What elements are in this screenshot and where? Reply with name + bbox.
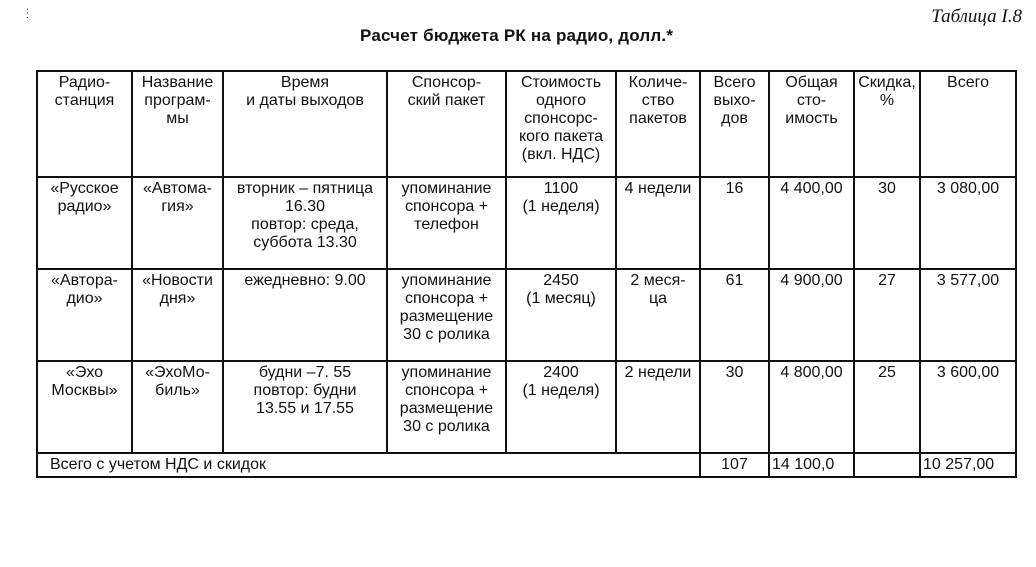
cell-line: 16.30 — [284, 198, 326, 215]
cell-line: ца — [648, 290, 668, 307]
header-cell — [700, 71, 769, 177]
cell-line: Всего — [947, 74, 989, 91]
cell-line: спонсора + — [404, 382, 489, 399]
cell-line: 3 600,00 — [936, 364, 1000, 381]
cell-line: ский пакет — [407, 92, 486, 109]
table-cell — [616, 177, 700, 269]
cell-line: размещение — [399, 400, 494, 417]
cell-line: (1 неделя) — [522, 382, 600, 399]
cell-line: Название — [141, 74, 214, 91]
cell-line: 2400 — [543, 364, 579, 381]
cell-line: 2 недели — [624, 364, 692, 381]
cell-line: 4 900,00 — [780, 272, 843, 289]
cell-line: (вкл. НДС) — [521, 146, 601, 163]
cell-line: пакетов — [629, 110, 687, 127]
cell-line: «ЭхоМо- — [145, 364, 210, 381]
cell-line: 13.55 и 17.55 — [256, 400, 354, 417]
header-cell — [223, 71, 387, 177]
cell-line: 30 с ролика — [403, 326, 490, 343]
cell-line: повтор: среда, — [251, 216, 359, 233]
header-cell — [506, 71, 616, 177]
header-cell — [920, 71, 1016, 177]
table-cell — [769, 177, 854, 269]
cell-line: 61 — [725, 272, 744, 289]
cell-line: 27 — [878, 272, 896, 289]
cell-line: Москвы» — [51, 382, 118, 399]
header-cell — [132, 71, 223, 177]
cell-line: (1 неделя) — [522, 198, 600, 215]
cell-line: размещение — [399, 308, 494, 325]
cell-line: упоминание — [401, 364, 492, 381]
cell-line: % — [879, 92, 895, 109]
table-cell — [920, 361, 1016, 453]
cell-line: телефон — [414, 216, 479, 233]
cell-line: «Авторa- — [51, 272, 118, 289]
table-cell — [223, 361, 387, 453]
header-cell — [616, 71, 700, 177]
cell-line: (1 месяц) — [526, 290, 596, 307]
cell-line: мы — [166, 110, 189, 127]
table-cell — [223, 177, 387, 269]
cell-line: сто- — [796, 92, 827, 109]
cell-line: 2450 — [543, 272, 579, 289]
cell-line: 16 — [725, 180, 744, 197]
total-label-text: Всего с учетом НДС и скидок — [50, 456, 266, 473]
margin-dots: . : — [26, 2, 29, 21]
table-row — [37, 177, 1016, 269]
cell-line: 4 800,00 — [780, 364, 843, 381]
cell-line: упоминание — [401, 180, 492, 197]
table-cell — [769, 269, 854, 361]
cell-line: упоминание — [401, 272, 492, 289]
cell-line: Общая — [785, 74, 838, 91]
table-title: Расчет бюджета РК на радио, долл.* — [360, 26, 674, 45]
table-number: Таблица I.8 — [931, 6, 1022, 27]
table-row — [37, 269, 1016, 361]
table-cell — [616, 361, 700, 453]
cell-line: вторник – пятница — [236, 180, 374, 197]
table-cell — [387, 177, 506, 269]
cell-line: Скидка, — [858, 74, 916, 91]
cell-line: Радио- — [58, 74, 111, 91]
cell-line: 3 577,00 — [936, 272, 1000, 289]
cell-line: спонсора + — [404, 290, 489, 307]
table-cell — [223, 269, 387, 361]
cell-line: кого пакета — [518, 128, 604, 145]
table-cell — [506, 177, 616, 269]
cell-line: гия» — [161, 198, 194, 215]
table-cell — [854, 361, 920, 453]
total-sum: 10 257,00 — [920, 453, 1016, 477]
header-row — [37, 71, 1016, 177]
cell-line: «Автома- — [143, 180, 212, 197]
table-cell — [700, 177, 769, 269]
header-cell — [37, 71, 132, 177]
table-cell — [387, 269, 506, 361]
cell-line: 2 меся- — [630, 272, 686, 289]
cell-line: суббота 13.30 — [253, 234, 357, 251]
cell-line: биль» — [155, 382, 200, 399]
table-cell — [920, 177, 1016, 269]
table-cell — [132, 269, 223, 361]
table-row — [37, 361, 1016, 453]
table-cell — [132, 177, 223, 269]
table-cell — [920, 269, 1016, 361]
cell-line: и даты выходов — [246, 92, 364, 109]
cell-line: дио» — [66, 290, 103, 307]
cell-line: 4 400,00 — [780, 180, 843, 197]
table-cell — [37, 269, 132, 361]
cell-line: выхо- — [713, 92, 756, 109]
cell-line: «Русское — [50, 180, 119, 197]
cell-line: 3 080,00 — [936, 180, 1000, 197]
cell-line: спонсора + — [404, 198, 489, 215]
header-cell — [387, 71, 506, 177]
cell-line: 25 — [878, 364, 896, 381]
cell-line: 30 — [878, 180, 896, 197]
cell-line: одного — [536, 92, 586, 109]
cell-line: Количе- — [628, 74, 688, 91]
cell-line: «Эхо — [65, 364, 104, 381]
cell-line: Стоимость — [520, 74, 602, 91]
cell-line: 4 недели — [624, 180, 692, 197]
cell-line: радио» — [57, 198, 112, 215]
table-cell — [700, 269, 769, 361]
table-cell — [700, 361, 769, 453]
cell-line: 30 с ролика — [403, 418, 490, 435]
total-cost: 14 100,0 — [769, 453, 854, 477]
cell-line: будни –7. 55 — [258, 364, 352, 381]
table-cell — [387, 361, 506, 453]
header-cell — [769, 71, 854, 177]
cell-line: програм- — [144, 92, 211, 109]
table-cell — [37, 361, 132, 453]
table-cell — [769, 361, 854, 453]
cell-line: имость — [785, 110, 838, 127]
cell-line: 30 — [725, 364, 744, 381]
cell-line: станция — [54, 92, 115, 109]
total-label — [37, 453, 700, 477]
table-cell — [854, 177, 920, 269]
cell-line: Всего — [713, 74, 756, 91]
cell-line: 1100 — [543, 180, 579, 197]
cell-line: «Новости — [142, 272, 213, 289]
cell-line: Спонсор- — [411, 74, 482, 91]
table-cell — [616, 269, 700, 361]
header-cell — [854, 71, 920, 177]
cell-line: Время — [280, 74, 330, 91]
table-cell — [37, 177, 132, 269]
cell-line: спонсорс- — [524, 110, 598, 127]
table-cell — [132, 361, 223, 453]
total-discount — [854, 453, 920, 477]
cell-line: дня» — [159, 290, 196, 307]
cell-line: ежедневно: 9.00 — [244, 272, 366, 289]
cell-line: ство — [641, 92, 675, 109]
table-cell — [506, 269, 616, 361]
total-row — [37, 453, 1016, 477]
cell-line: дов — [721, 110, 748, 127]
budget-table — [36, 70, 1017, 478]
table-cell — [854, 269, 920, 361]
table-cell — [506, 361, 616, 453]
total-outputs: 107 — [700, 453, 769, 477]
cell-line: повтор: будни — [253, 382, 357, 399]
